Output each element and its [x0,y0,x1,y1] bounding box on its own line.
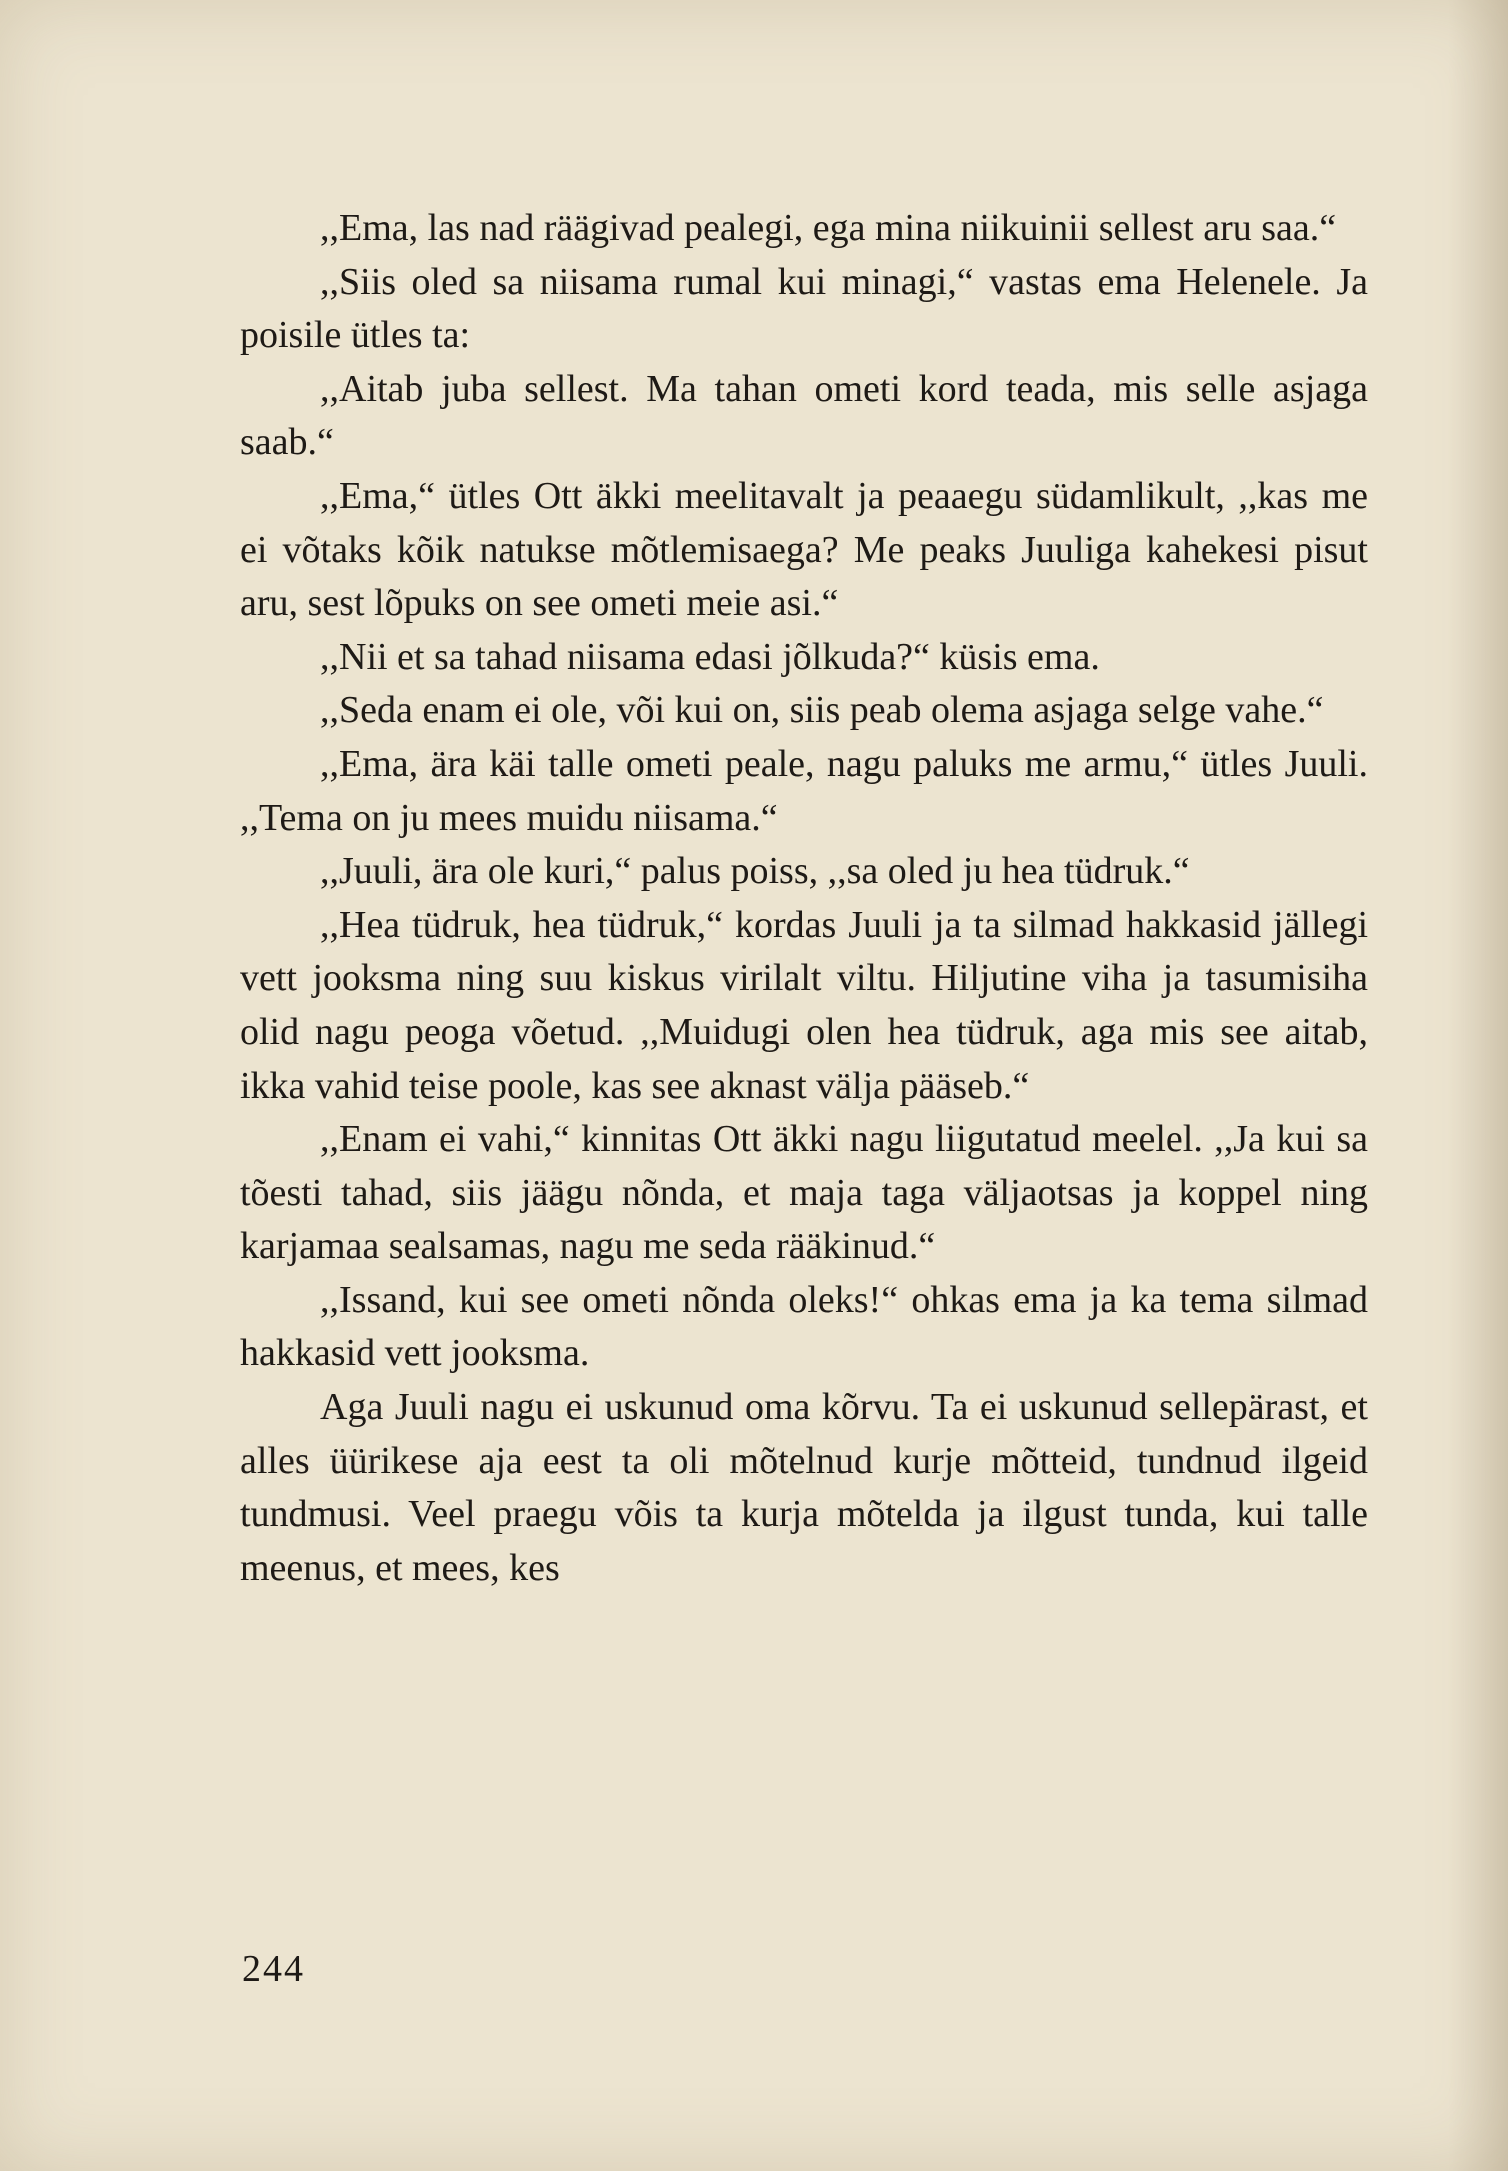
paragraph: ,,Juuli, ära ole kuri,“ palus poiss, ,,sa oled ju hea tüdruk.“ [320,850,1190,893]
page-number: 244 [242,1948,305,1990]
paragraph: ,,Ema, ära käi talle ometi peale, nagu paluks me armu,“ ütles Juuli. ,,Tema on ju mees muidu niisama.“ [240,742,1368,839]
paragraph: ,,Nii et sa tahad niisama edasi jõlkuda?“ küsis ema. [320,635,1100,678]
page-text [240,202,1368,1595]
paragraph: ,,Aitab juba sellest. Ma tahan ometi kord teada, mis selle asjaga saab.“ [240,367,1368,464]
paragraph: ,,Siis oled sa niisama rumal kui minagi,“ vastas ema Helenele. Ja poisile ütles ta: [240,260,1368,357]
paragraph: ,,Ema,“ ütles Ott äkki meelitavalt ja peaaegu südamlikult, ,,kas me ei võtaks kõik natukse mõtlemisaega? Me peaks Juuliga kahekesi pisut aru, sest lõpuks on see ometi meie asi.“ [240,474,1368,625]
paragraph: ,,Ema, las nad räägivad pealegi, ega mina niikuinii sellest aru saa.“ [320,207,1337,249]
paragraph: Aga Juuli nagu ei uskunud oma kõrvu. Ta ei uskunud sellepärast, et alles üürikese aja eest ta oli mõtelnud kurje mõtteid, tundnud ilgeid tundmusi. Veel praegu võis ta kurja mõtelda ja ilgust tunda, kui talle meenus, et mees, kes [240,1386,1368,1589]
paragraph: ,,Hea tüdruk, hea tüdruk,“ kordas Juuli ja ta silmad hakkasid jällegi vett jooksma ning suu kiskus virilalt viltu. Hiljutine viha ja tasumisiha olid nagu peoga võetud. ,,Muidugi olen hea tüdruk, aga mis see aitab, ikka vahid teise poole, kas see aknast välja pääseb.“ [240,903,1368,1107]
paragraph: ,,Issand, kui see ometi nõnda oleks!“ ohkas ema ja ka tema silmad hakkasid vett jooksma. [240,1278,1368,1375]
paragraph: ,,Seda enam ei ole, või kui on, siis peab olema asjaga selge vahe.“ [320,689,1324,732]
paragraph: ,,Enam ei vahi,“ kinnitas Ott äkki nagu liigutatud meelel. ,,Ja kui sa tõesti tahad, siis jäägu nõnda, et maja taga väljaotsas ja koppel ning karjamaa sealsamas, nagu me seda rääkinud.“ [240,1118,1368,1268]
